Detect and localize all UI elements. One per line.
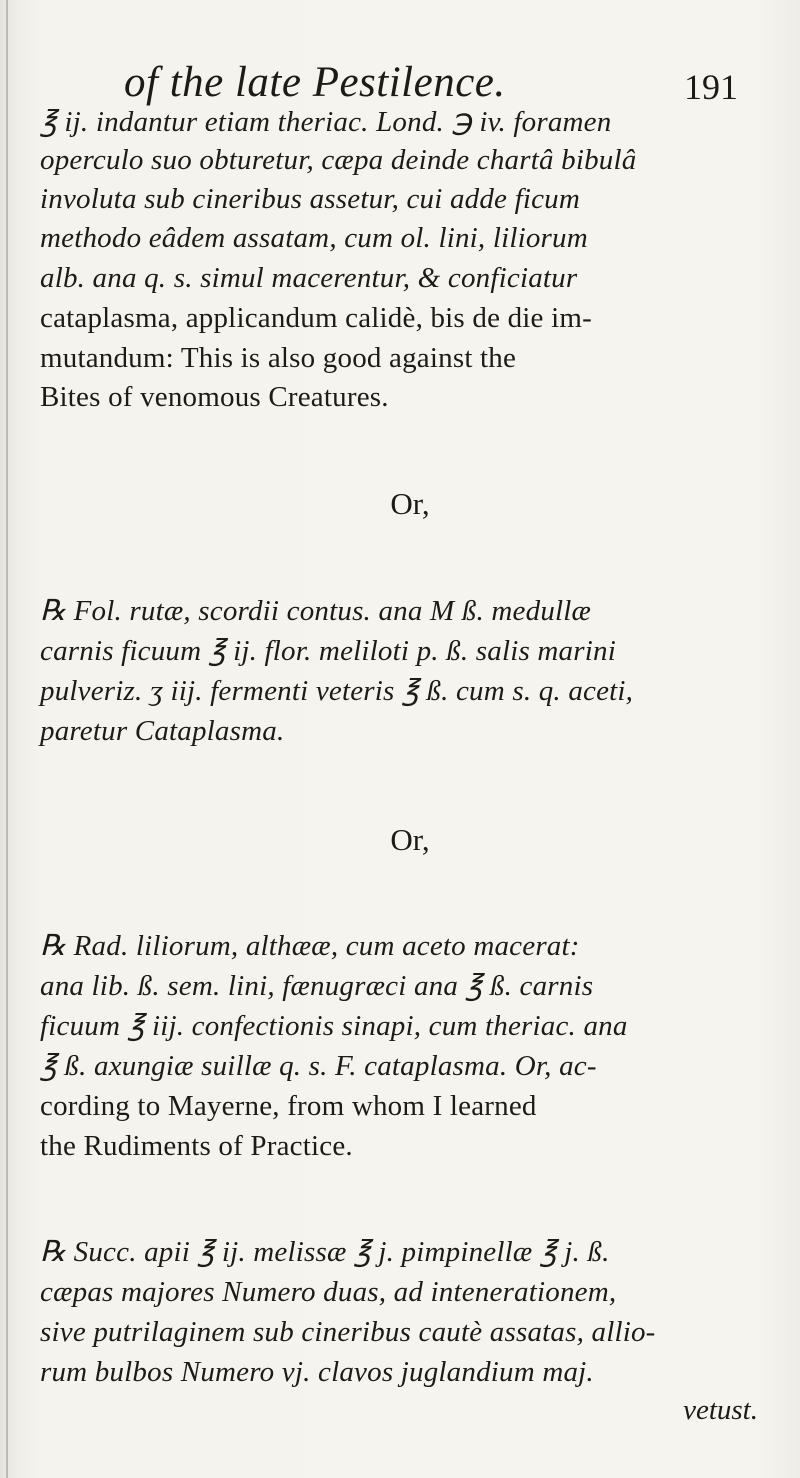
text-line: ℥ ij. indantur etiam theriac. Lond. ℈ iv. foramen	[40, 106, 612, 138]
text-line: cæpas majores Numero duas, ad intenerationem,	[40, 1276, 617, 1308]
separator-or: Or,	[390, 822, 430, 857]
separator-or: Or,	[390, 486, 430, 521]
text-line: sive putrilaginem sub cineribus cautè assatas, allio-	[40, 1316, 656, 1348]
text-line: pulveriz. ʒ iij. fermenti veteris ℥ ß. cum s. q. aceti,	[40, 675, 634, 707]
text-line: ℞ Rad. liliorum, althææ, cum aceto macerat:	[40, 930, 580, 962]
page-number: 191	[684, 67, 738, 107]
text-line: paretur Cataplasma.	[40, 715, 285, 747]
page-gutter-edge	[6, 0, 8, 1478]
text-line: ficuum ℥ iij. confectionis sinapi, cum theriac. ana	[40, 1010, 628, 1042]
text-line: alb. ana q. s. simul macerentur, & conficiatur	[40, 262, 578, 294]
text-line: the Rudiments of Practice.	[40, 1130, 353, 1162]
text-line: rum bulbos Numero vj. clavos juglandium maj.	[40, 1356, 594, 1388]
text-line: carnis ficuum ℥ ij. flor. meliloti p. ß. salis marini	[40, 635, 616, 667]
text-line: methodo eâdem assatam, cum ol. lini, liliorum	[40, 222, 588, 254]
text-line: ℥ ß. axungiæ suillæ q. s. F. cataplasma. Or, ac-	[40, 1050, 597, 1082]
text-line: mutandum: This is also good against the	[40, 342, 517, 374]
text-line: cataplasma, applicandum calidè, bis de die im-	[40, 302, 592, 334]
text-line: ℞ Fol. rutæ, scordii contus. ana M ß. medullæ	[40, 595, 592, 627]
running-head: of the late Pestilence.	[124, 59, 506, 106]
text-line: ana lib. ß. sem. lini, fænugræci ana ℥ ß. carnis	[40, 970, 594, 1002]
catchword: vetust.	[683, 1394, 758, 1426]
text-line: Bites of venomous Creatures.	[40, 381, 389, 413]
text-line: ℞ Succ. apii ℥ ij. melissæ ℥ j. pimpinellæ ℥ j. ß.	[40, 1236, 610, 1268]
text-line: cording to Mayerne, from whom I learned	[40, 1090, 537, 1122]
text-line: operculo suo obturetur, cæpa deinde chartâ bibulâ	[40, 144, 637, 176]
text-line: involuta sub cineribus assetur, cui adde ficum	[40, 183, 581, 215]
